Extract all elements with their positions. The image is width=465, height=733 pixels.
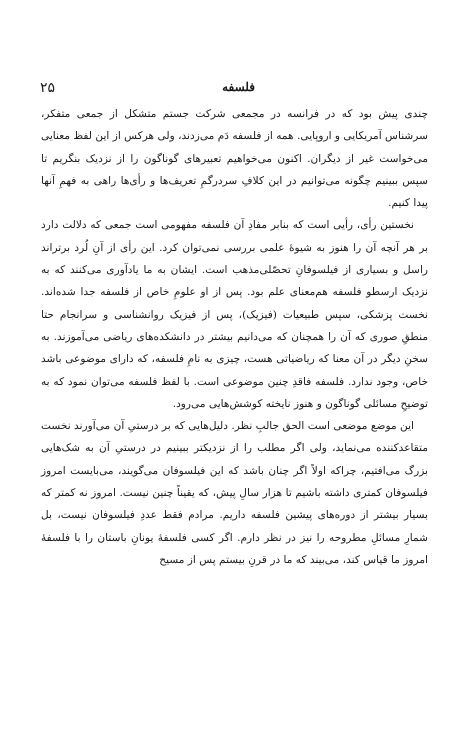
paragraph: نخستین رأی، رأیی است که بنابر مفادِ آن فلسفه مفهومی است جمعی که دلالت دارد بر هر آنچه آن را هنوز به شیوهٔ علمی بررسی نمی‌توان کرد. این رأی از آنِ لُرد برتراند راسل و بسیاری از فیلسوفانِ تحصّلی‌مذهب است. ایشان به ما یادآوری می‌کنند که به نزدیک ارسطو فلسفه هم‌معنای علم بود. پس از او علومِ خاص از فلسفه جدا شده‌اند. نخست پزشکی، سپس طبیعیات (فیزیک)، پس از فیزیک روانشناسی و سرانجام حتا منطقِ صوری که آن را همچنان که می‌دانیم بیشتر در دانشکده‌های ریاضی می‌آموزند. به سخنِ دیگر در آن معنا که ریاضیاتی هست، چیزی به نامِ فلسفه، که دارای موضوعی باشد خاص، وجود ندارد. فلسفه فاقدِ چنین موضوعی است. با لفظ فلسفه می‌توان نمود که به توضیحِ مسائلی گوناگون و هنوز نایخته کوشش‌هایی می‌رود. — [41, 219, 428, 410]
paragraph: این موضع موضعی است الحق جالبِ نظر. دلیل‌هایی که بر درستیِ آن می‌آورند نخست متقاعدکننده می‌نماید، ولی اگر مطلب را از نزدیکتر ببینیم در درستیِ آن به شک‌هایی بزرگ می‌افتیم، چراکه اولاً اگر چنان باشد که این فیلسوفان می‌گویند، می‌بایست امروز فیلسوفان کمتری داشته باشیم تا هزار سالِ پیش، که یقیناً چنین نیست. امروز نه کمتر که بسیار بیشتر از دوره‌های پیشین فلسفه داریم. مرادم فقط عددِ فیلسوفان نیست، بل شمارِ مسائلِ مطروحه را نیز در نظر دارم. اگر کسی فلسفهٔ یونانِ باستان را با فلسفهٔ امروز ما قیاس کند، می‌بیند که ما در قرنِ بیستم پس از مسیح — [41, 420, 428, 566]
running-title: فلسفه — [222, 80, 255, 94]
paragraph: چندی پیش بود که در فرانسه در مجمعی شرکت جستم متشکل از جمعی متفکر، سرشناس آمریکایی و اروپایی. همه از فلسفه دَم می‌زدند، ولی هرکس از این لفظ معنایی می‌خواست غیر از دیگران. اکنون می‌خواهیم تعبیرهای گوناگون را از نزدیک بنگریم تا سپس ببینیم چگونه می‌توانیم در این کلافِ سردرگمِ تعریف‌ها و رأی‌ها راهی به فهمِ آنها پیدا کنیم. — [41, 108, 428, 210]
page-header — [40, 80, 415, 98]
body-text — [41, 103, 428, 571]
page-number: ۲۵ — [40, 80, 56, 96]
